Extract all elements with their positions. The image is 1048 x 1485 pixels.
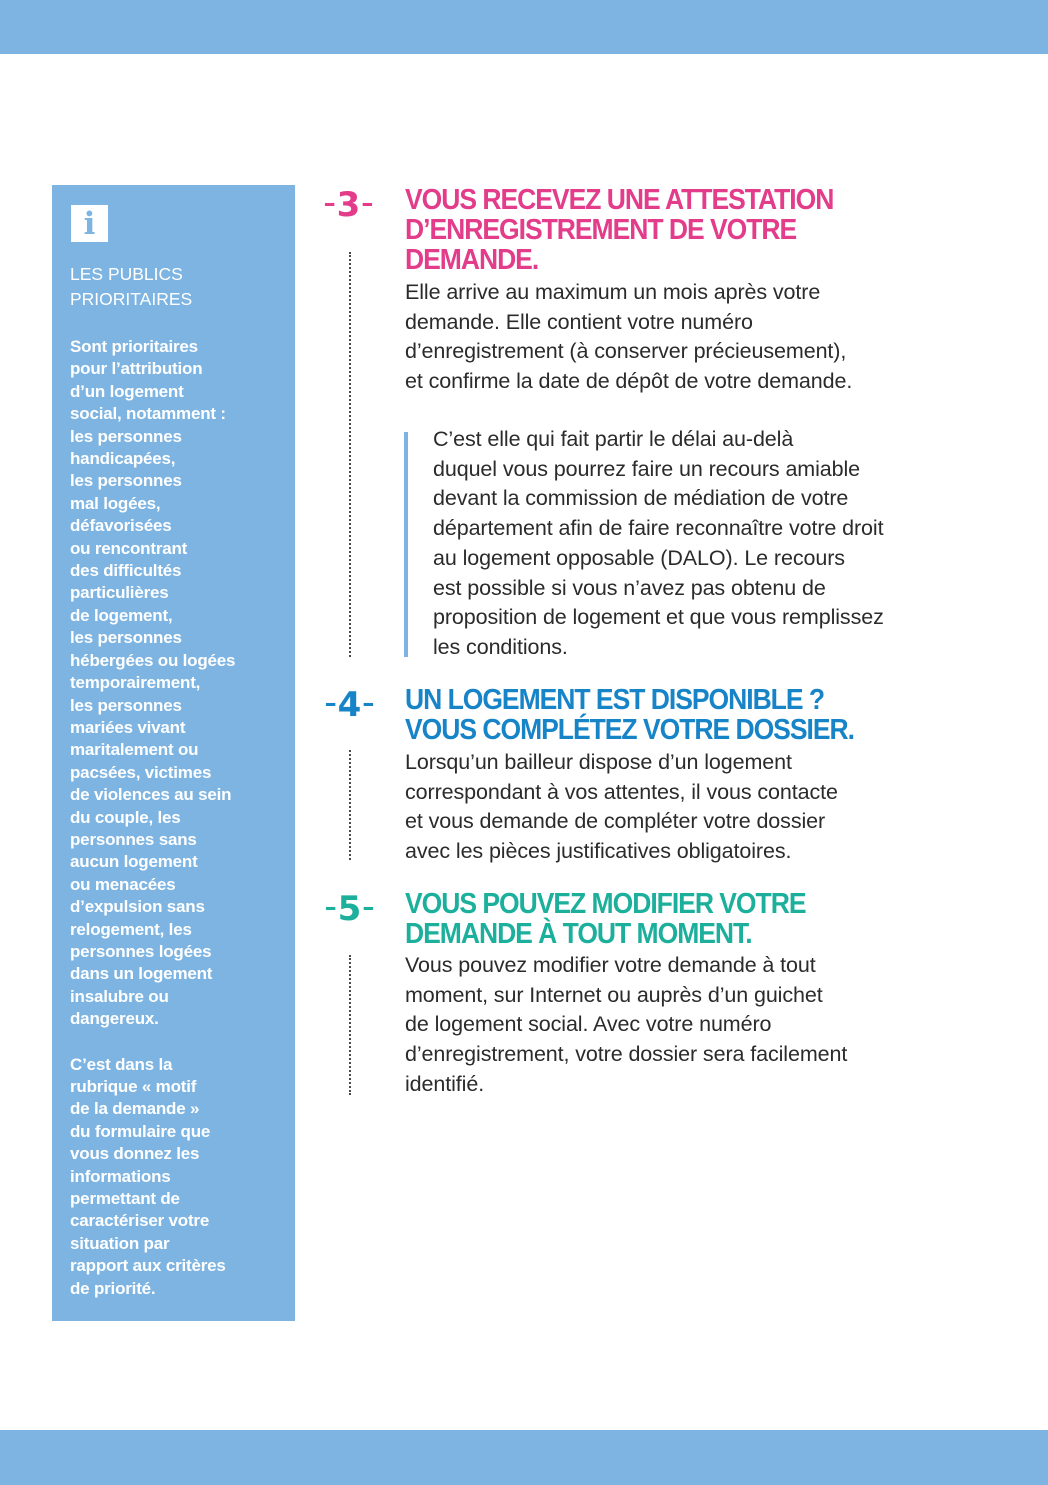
sidebar-paragraph-priorities: Sont prioritaires pour l’attribution d’un logement social, notamment : les personnes handicapées, les personnes mal logées, défavorisées ou rencontrant des difficultés particulières de logement, les personnes hébergées ou logées temporairement, les personnes mariées vivant maritalement ou pacsées, victimes de violences au sein du couple, les personnes sans aucun logement ou menacées d’expulsion sans relogement, les personnes logées dans un logement insalubre ou dangereux. <box>70 337 236 1029</box>
step-5-dotted-line <box>349 955 351 1095</box>
info-icon: i <box>71 205 108 242</box>
step-4-title: UN LOGEMENT EST DISPONIBLE ? VOUS COMPLÉTEZ VOTRE DOSSIER. <box>405 684 854 746</box>
sidebar-title: LES PUBLICS PRIORITAIRES <box>70 264 193 309</box>
step-3-title: VOUS RECEVEZ UNE ATTESTATION D’ENREGISTREMENT DE VOTRE DEMANDE. <box>405 184 834 276</box>
step-3-number: –3– <box>323 185 375 225</box>
top-band <box>0 0 1048 54</box>
step-3-dotted-line <box>349 252 351 657</box>
step-4-dotted-line <box>349 750 351 860</box>
step-4-body: Lorsqu’un bailleur dispose d’un logement correspondant à vos attentes, il vous contacte et vous demande de compléter votre dossier avec les pièces justificatives obligatoires. <box>405 750 838 864</box>
step-4-number: –4– <box>324 685 376 725</box>
step-5-title: VOUS POUVEZ MODIFIER VOTRE DEMANDE À TOUT MOMENT. <box>405 888 806 950</box>
sidebar-paragraph-form-section: C’est dans la rubrique « motif de la demande » du formulaire que vous donnez les informations permettant de caractériser votre situation par rapport aux critères de priorité. <box>70 1054 226 1298</box>
step-5-number: –5– <box>324 889 376 929</box>
step-5-body: Vous pouvez modifier votre demande à tout moment, sur Internet ou auprès d’un guichet de logement social. Avec votre numéro d’enregistrement, votre dossier sera facilement identifié. <box>405 953 848 1096</box>
bottom-band <box>0 1430 1048 1485</box>
step-3-quote: C’est elle qui fait partir le délai au-delà duquel vous pourrez faire un recours amiable devant la commission de médiation de votre département afin de faire reconnaître votre droit au logement opposable (DALO). Le recours est possible si vous n’avez pas obtenu de proposition de logement et que vous remplissez les conditions. <box>433 427 884 659</box>
step-3-quote-bar <box>404 432 408 657</box>
info-sidebar <box>52 185 295 1321</box>
step-3-body: Elle arrive au maximum un mois après votre demande. Elle contient votre numéro d’enregistrement (à conserver précieusement), et confirme la date de dépôt de votre demande. <box>405 280 853 394</box>
